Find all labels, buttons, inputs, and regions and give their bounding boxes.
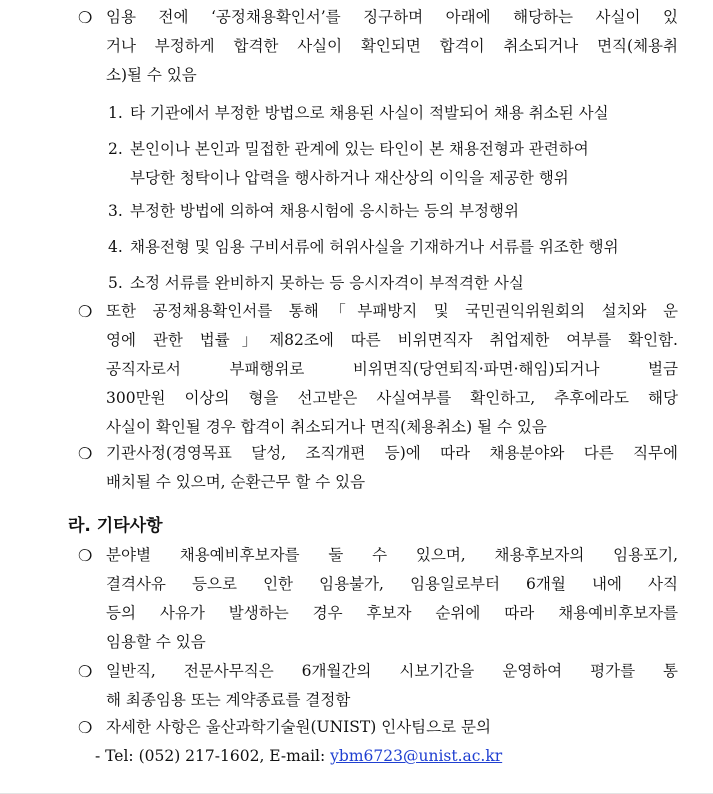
paragraph-line: 분야별 채용예비후보자를 둘 수 있으며, 채용후보자의 임용포기, (106, 546, 678, 564)
bullet-anti-corruption-check (78, 297, 678, 442)
contact-line (95, 743, 502, 769)
bullet-fair-hiring-confirmation (78, 3, 678, 90)
bullet-circle-icon: ❍ (78, 8, 93, 27)
paragraph-line: 임용 전에 ‘공정채용확인서’를 징구하며 아래에 해당하는 사실이 있 (106, 8, 678, 26)
item-text: 부정한 방법에 의하여 채용시험에 응시하는 등의 부정행위 (130, 202, 519, 220)
bullet-circle-icon: ❍ (78, 662, 93, 681)
email-link[interactable]: ybm6723@unist.ac.kr (330, 747, 503, 765)
numbered-item-2 (108, 135, 653, 193)
numbered-item-3 (108, 197, 653, 226)
bullet-reserve-candidates (78, 541, 678, 657)
section-title: 라. 기타사항 (68, 516, 163, 536)
paragraph-line: 또한 공정채용확인서를 통해「부패방지 및 국민권익위원회의 설치와 운 (106, 302, 678, 320)
item-number: 4. (108, 238, 123, 256)
bullet-circle-icon: ❍ (78, 302, 93, 321)
bullet-probation-period (78, 657, 678, 715)
numbered-item-4 (108, 233, 653, 262)
paragraph-line: 300만원 이상의 형을 선고받은 사실여부를 확인하고, 추후에라도 해당 (106, 389, 678, 407)
item-number: 1. (108, 104, 123, 122)
bullet-circle-icon: ❍ (78, 546, 93, 565)
item-text: 부당한 청탁이나 압력을 행사하거나 재산상의 이익을 제공한 행위 (130, 169, 569, 187)
paragraph-line: 일반직, 전문사무직은 6개월간의 시보기간을 운영하여 평가를 통 (106, 662, 678, 680)
paragraph-line: 공직자로서 부패행위로 비위면직(당연퇴직·파면·해임)되거나 벌금 (106, 360, 678, 378)
paragraph-line: 임용할 수 있음 (106, 633, 206, 651)
paragraph-line: 영에 관한 법률」제82조에 따른 비위면직자 취업제한 여부를 확인함. (106, 331, 678, 349)
item-number: 5. (108, 274, 123, 292)
bullet-circle-icon: ❍ (78, 444, 93, 463)
item-text: 본인이나 본인과 밀접한 관계에 있는 타인이 본 채용전형과 관련하여 (130, 140, 589, 158)
paragraph-line: 사실이 확인될 경우 합격이 취소되거나 면직(체용취소) 될 수 있음 (106, 418, 547, 436)
paragraph-line: 결격사유 등으로 인한 임용불가, 임용일로부터 6개월 내에 사직 (106, 575, 678, 593)
item-text: 채용전형 및 임용 구비서류에 허위사실을 기재하거나 서류를 위조한 행위 (130, 238, 619, 256)
bullet-circle-icon: ❍ (78, 718, 93, 737)
numbered-item-1 (108, 99, 653, 128)
item-text: 타 기관에서 부정한 방법으로 채용된 사실이 적발되어 채용 취소된 사실 (130, 104, 609, 122)
bullet-inquiry (78, 713, 678, 742)
paragraph-line: 기관사정(경영목표 달성, 조직개편 등)에 따라 채용분야와 다른 직무에 (106, 444, 678, 462)
paragraph-line: 배치될 수 있으며, 순환근무 할 수 있음 (106, 473, 366, 491)
paragraph-line: 자세한 사항은 울산과학기술원(UNIST) 인사팀으로 문의 (106, 718, 491, 736)
paragraph-line: 소)될 수 있음 (106, 66, 197, 84)
bullet-job-assignment (78, 439, 678, 497)
item-text: 소정 서류를 완비하지 못하는 등 응시자격이 부적격한 사실 (130, 274, 524, 292)
paragraph-line: 해 최종임용 또는 계약종료를 결정함 (106, 691, 351, 709)
contact-phone-text: - Tel: (052) 217-1602, E-mail: (95, 747, 331, 765)
item-number: 2. (108, 140, 123, 158)
numbered-item-5 (108, 269, 653, 298)
paragraph-line: 등의 사유가 발생하는 경우 후보자 순위에 따라 채용예비후보자를 (106, 604, 678, 622)
paragraph-line: 거나 부정하게 합격한 사실이 확인되면 합격이 취소되거나 면직(체용취 (106, 37, 678, 55)
item-number: 3. (108, 202, 123, 220)
